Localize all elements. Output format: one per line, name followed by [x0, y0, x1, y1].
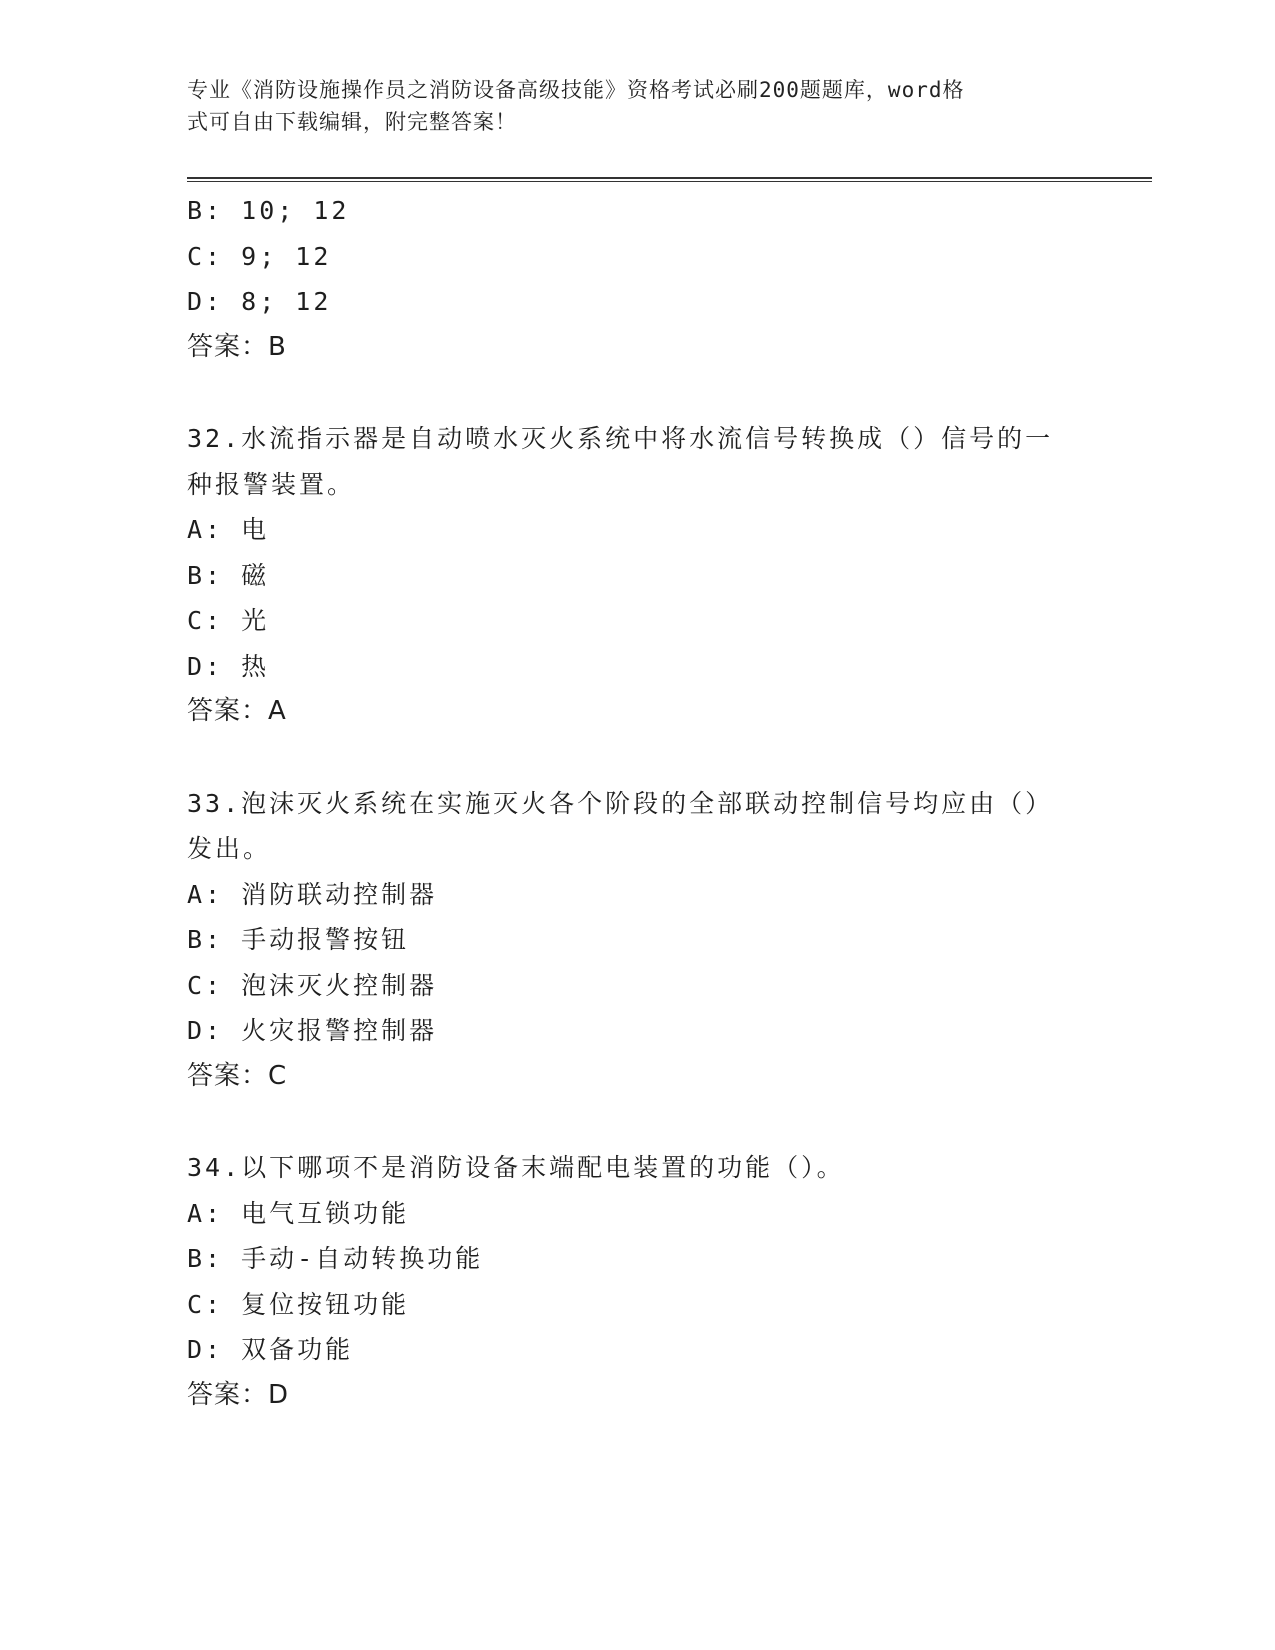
header-divider-thin — [187, 181, 1152, 182]
option-b: B: 手动-自动转换功能 — [187, 1244, 484, 1273]
answer-line: 答案：A — [187, 696, 287, 726]
option-c: C: 9; 12 — [187, 241, 332, 271]
question-list — [187, 188, 1077, 1418]
option-a: A: 电气互锁功能 — [187, 1198, 410, 1228]
option-b: B: 10; 12 — [187, 196, 350, 225]
option-d: D: 8; 12 — [187, 287, 332, 316]
option-c: C: 复位按钮功能 — [187, 1289, 410, 1319]
option-c: C: 泡沫灭火控制器 — [187, 970, 438, 1000]
question-text: 33.泡沫灭火系统在实施灭火各个阶段的全部联动控制信号均应由（）发出。 — [187, 788, 1054, 863]
document-header — [187, 74, 1067, 138]
header-line-2: 式可自由下载编辑，附完整答案！ — [187, 110, 517, 134]
option-a: A: 消防联动控制器 — [187, 879, 438, 909]
answer-line: 答案：B — [187, 331, 287, 362]
option-b: B: 手动报警按钮 — [187, 925, 410, 954]
answer-line: 答案：D — [187, 1379, 290, 1410]
option-b: B: 磁 — [187, 560, 270, 590]
header-divider — [187, 177, 1152, 179]
question-block-partial — [187, 188, 1077, 370]
question-text: 32.水流指示器是自动喷水灭火系统中将水流信号转换成（）信号的一种报警装置。 — [187, 424, 1054, 499]
question-block-34 — [187, 1145, 1077, 1418]
answer-line: 答案：C — [187, 1060, 288, 1091]
option-d: D: 双备功能 — [187, 1335, 354, 1364]
option-a: A: 电 — [187, 515, 270, 544]
question-block-33 — [187, 781, 1077, 1100]
option-c: C: 光 — [187, 606, 270, 635]
question-block-32 — [187, 416, 1077, 735]
option-d: D: 热 — [187, 651, 270, 681]
header-line-1: 专业《消防设施操作员之消防设备高级技能》资格考试必刷200题题库，word格 — [187, 78, 965, 102]
question-text: 34.以下哪项不是消防设备末端配电装置的功能（）。 — [187, 1153, 845, 1182]
option-d: D: 火灾报警控制器 — [187, 1016, 438, 1045]
